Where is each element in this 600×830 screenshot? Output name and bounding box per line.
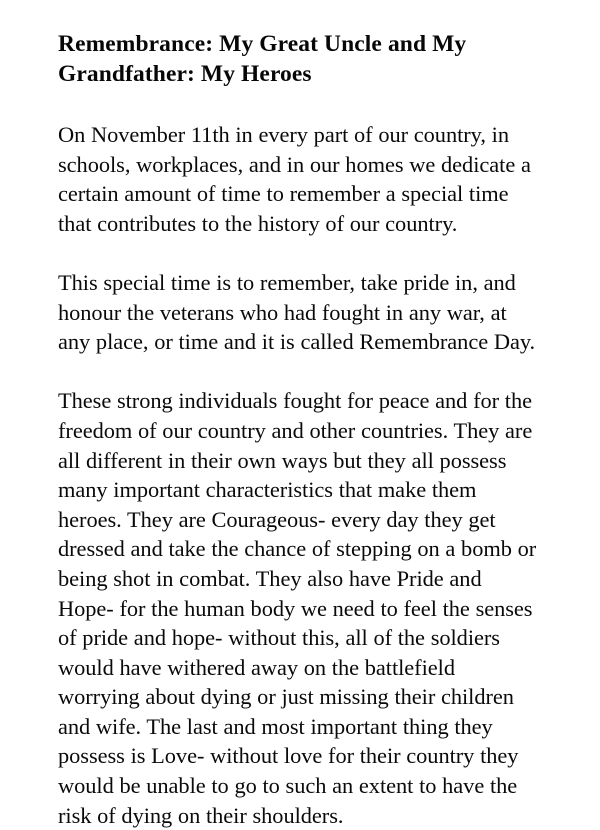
paragraph-3-line-11: worrying about dying or just missing their children xyxy=(58,684,514,710)
paragraph-3-line-13: possess is Love- without love for their country they xyxy=(58,743,519,769)
paragraph-3-line-3: all different in their own ways but they all possess xyxy=(58,447,507,473)
page-title xyxy=(58,30,566,89)
paragraph-1-line-2: schools, workplaces, and in our homes we dedicate a xyxy=(58,151,531,177)
paragraph-1-line-3: certain amount of time to remember a special time xyxy=(58,181,509,207)
paragraph-1-line-4: that contributes to the history of our country. xyxy=(58,210,458,236)
paragraph-gap-2 xyxy=(58,357,566,387)
paragraph-2-line-1: This special time is to remember, take pride in, and xyxy=(58,269,516,295)
page-title-line-2: Grandfather: My Heroes xyxy=(58,60,312,87)
title-paragraph-gap xyxy=(58,89,566,120)
paragraph-2-line-3: any place, or time and it is called Remembrance Day. xyxy=(58,329,536,355)
paragraph-3-line-4: many important characteristics that make them xyxy=(58,477,477,503)
paragraph-1 xyxy=(58,120,566,238)
paragraph-3-line-8: Hope- for the human body we need to feel the senses xyxy=(58,595,533,621)
paragraph-3-line-15: risk of dying on their shoulders. xyxy=(58,802,344,828)
document-body xyxy=(58,30,566,830)
paragraph-3-line-2: freedom of our country and other countries. They are xyxy=(58,417,533,443)
page-title-line-1: Remembrance: My Great Uncle and My xyxy=(58,31,467,57)
paragraph-3-line-9: of pride and hope- without this, all of the soldiers xyxy=(58,625,500,651)
paragraph-2 xyxy=(58,268,566,357)
paragraph-3 xyxy=(58,386,566,830)
paragraph-gap-1 xyxy=(58,238,566,268)
paragraph-3-line-12: and wife. The last and most important thing they xyxy=(58,713,493,739)
paragraph-3-line-10: would have withered away on the battlefield xyxy=(58,654,455,680)
paragraph-3-line-14: would be unable to go to such an extent to have the xyxy=(58,773,518,799)
paragraph-1-line-1: On November 11th in every part of our country, in xyxy=(58,122,509,147)
paragraph-3-line-1: These strong individuals fought for peace and for the xyxy=(58,388,532,414)
paragraph-2-line-2: honour the veterans who had fought in any war, at xyxy=(58,299,507,325)
paragraph-3-line-7: being shot in combat. They also have Pride and xyxy=(58,565,482,591)
paragraph-3-line-6: dressed and take the chance of stepping on a bomb or xyxy=(58,536,537,562)
paragraph-3-line-5: heroes. They are Courageous- every day they get xyxy=(58,506,496,532)
